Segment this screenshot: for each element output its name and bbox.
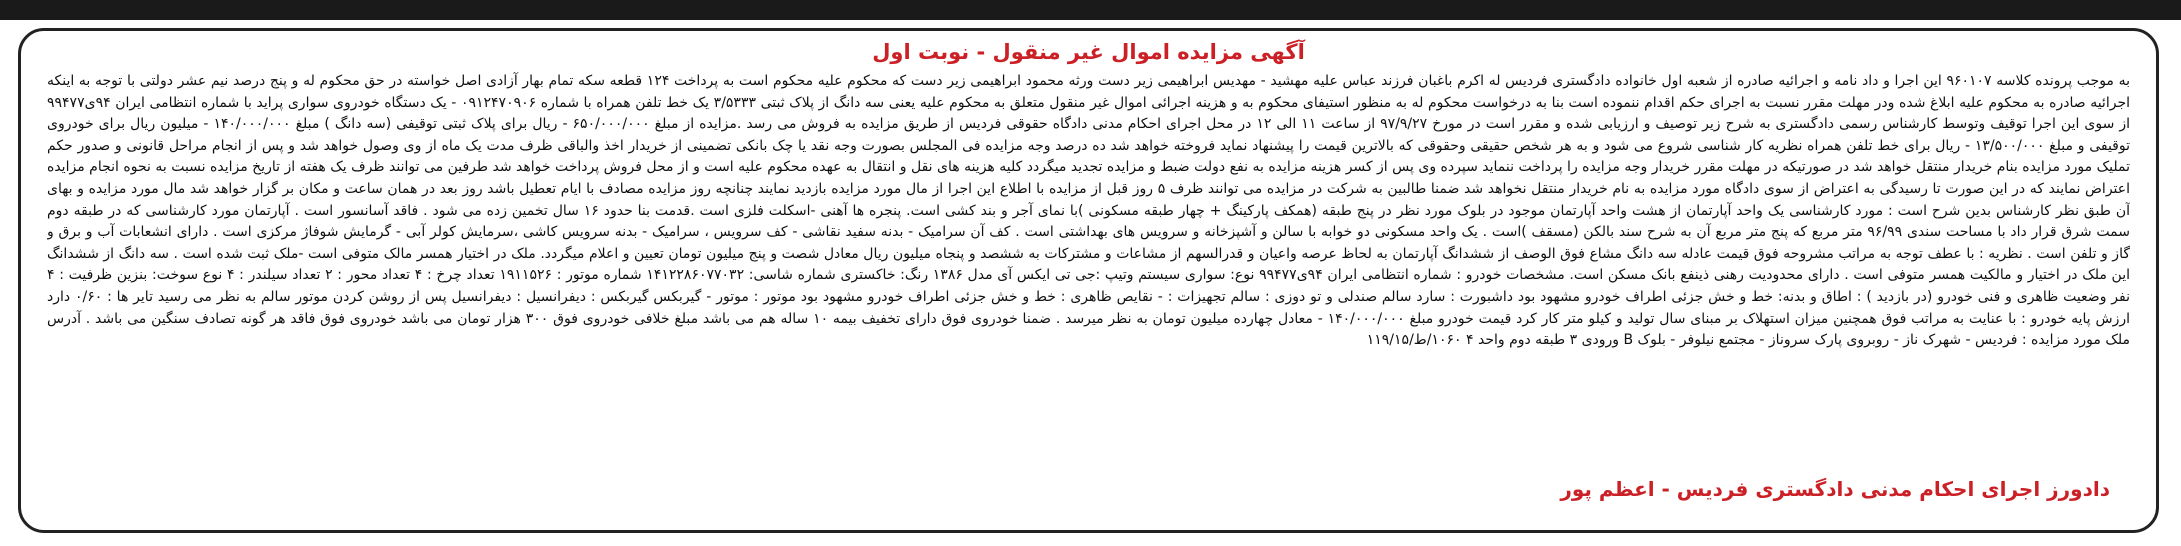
notice-title: آگهی مزایده اموال غیر منقول - نوبت اول bbox=[872, 40, 1305, 64]
notice-signature: دادورز اجرای احکام مدنی دادگستری فردیس - اعظم پور bbox=[1560, 477, 2110, 501]
auction-notice-box bbox=[18, 28, 2159, 533]
notice-body-text: به موجب پرونده کلاسه ۹۶۰۱۰۷ این اجرا و داد نامه و اجرائیه صادره از شعبه اول خانواده دادگستری فردیس له اکرم باغبان فرزند عباس علیه مهشید - مهدیس ابراهیمی زیر دست ورثه محمود ابراهیمی زیر دست که محکوم علیه محکوم است به پرداخت ۱۲۴ قطعه سکه تمام بهار آزادی اصل خواسته در حق محکوم له و پنج درصد نیم عشر دولتی با توجه به اینکه اجرائیه صادره به محکوم علیه ابلاغ شده ودر مهلت مقرر نسبت به اجرای حکم اقدام ننموده است بنا به درخواست محکوم له به منظور استیفای محکوم به و هزینه اجرائی اموال غیر منقول متعلق به محکوم علیه یعنی سه دانگ از پلاک ثبتی ۳/۵۳۳۳ یک خط تلفن همراه با شماره ۰۹۱۲۴۷۰۹۰۶ - یک دستگاه خودروی سواری پراید با شماره انتظامی ایران ۹۴ی۹۹۴۷۷ از سوی این اجرا توقیف وتوسط کارشناس رسمی دادگستری به شرح زیر توصیف و ارزیابی شده و مقرر است در مورخ ۹۷/۹/۲۷ از ساعت ۱۱ الی ۱۲ در محل اجرای احکام مدنی دادگاه حقوقی فردیس از طریق مزایده به فروش می رسد .مزایده از مبلغ ۶۵۰/۰۰۰/۰۰۰ - ریال برای پلاک ثبتی توقیفی (سه دانگ ) مبلغ ۱۴۰/۰۰۰/۰۰۰ - میلیون ریال برای خودروی توقیفی و مبلغ ۱۳/۵۰۰/۰۰۰ - ریال برای خط تلفن همراه نظریه کار شناسی شروع می شود و به هر شخص حقیقی وحقوقی که بالاترین قیمت را پیشنهاد نماید فروخته خواهد شد ده درصد وجه مزایده فی المجلس بصورت وجه نقد یا چک بانکی تضمینی از خریدار اخذ والباقی ظرف مدت یک ماه از وی وصول خواهد شد و پس از انجام مراحل قانونی و صدور حکم تملیک مورد مزایده بنام خریدار منتقل خواهد شد در صورتیکه در مهلت مقرر خریدار وجه مزایده را پرداخت ننماید سپرده وی پس از کسر هزینه مزایده به نفع دولت ضبط و مزایده تجدید میگردد کلیه هزینه های نقل و انتقال به عهده محکوم علیه است و از محل فروش پرداخت خواهد شد طرفین می توانند ظرف یک هفته از تاریخ مزایده نسبت به نحوه انجام مزایده اعتراض نمایند که در این صورت تا رسیدگی به اعتراض از سوی دادگاه مورد مزایده به نام خریدار منتقل نخواهد شد ضمنا طالبین به شرکت در مزایده می توانند ظرف ۵ روز قبل از مزایده با اطلاع این اجرا از مال مورد مزایده بازدید نمایند چنانچه روز مزایده مصادف با ایام تعطیل باشد روز بعد در همان ساعت و مکان بر گزار خواهد شد مال مورد مزایده و بهای آن طبق نظر کارشناس بدین شرح است : مورد کارشناسی یک واحد آپارتمان از هشت واحد آپارتمان موجود در بلوک مورد نظر در پنج طبقه (همکف پارکینگ + چهار طبقه مسکونی )با نمای آجر و بند کشی است. پنجره ها آهنی -اسکلت فلزی است .قدمت بنا حدود ۱۶ سال تخمین زده می شود . فاقد آسانسور است . آپارتمان مورد کارشناسی که در طبقه دوم سمت شرق قرار داد با مساحت سندی ۹۶/۹۹ متر مربع که پنج متر مربع آن به شرح سند بالکن (مسقف )است . یک واحد مسکونی دو خوابه با سالن و آشپزخانه و سرویس های بهداشتی است . کف آن سرامیک - بدنه سفید نقاشی - کف سرویس ، سرامیک - بدنه سرویس کاشی ،سرمایش کولر آبی - گرمایش شوفاژ مرکزی است . دارای انشعابات آب و برق و گاز و تلفن است . نظریه : با عطف توجه به مراتب مشروحه فوق قیمت عادله سه دانگ مشاع فوق الوصف از ششدانگ آپارتمان به لحاظ عرصه واعیان و قدرالسهم از مشاعات و مشترکات به ششصد و پنجاه میلیون ریال معادل شصت و پنج میلیون تومان تعیین و اعلام میگردد. ملک در اختیار همسر مالک متوفی است -ملک ثبت شده است . سه دانگ از ششدانگ این ملک در اختیار و مالکیت همسر متوفی است . دارای محدودیت رهنی ذینفع بانک مسکن است. مشخصات خودرو : شماره انتظامی ایران ۹۴ی۹۹۴۷۷ نوع: سواری سیستم وتیپ :جی تی ایکس آی مدل ۱۳۸۶ رنگ: خاکستری شماره شاسی: ۱۴۱۲۲۸۶۰۷۷۰۳۲ شماره موتور : ۱۹۱۱۵۲۶ تعداد چرخ : ۴ تعداد محور : ۲ تعداد سیلندر : ۴ نوع سوخت: بنزین ظرفیت : ۴ نفر وضعیت ظاهری و فنی خودرو (در بازدید ) : اطاق و بدنه: خط و خش جزئی اطراف خودرو مشهود بود داشبورت : سارد سالم صندلی و تو دوزی : سالم تجهیزات : - نقایص ظاهری : خط و خش جزئی اطراف خودرو مشهود بود موتور : موتور - گیربکس گیربکس : دیفرانسیل : دیفرانسیل پس از روشن کردن موتور سالم به نظر می رسید تایر ها : ۰/۶۰ دارد ارزش پایه خودرو : با عنایت به مراتب فوق همچنین میزان استهلاک بر مبنای سال تولید و کیلو متر کار کرد قیمت خودرو مبلغ ۱۴۰/۰۰۰/۰۰۰ - معادل چهارده میلیون تومان به نظر میرسد . ضمنا خودروی فوق دارای تخفیف بیمه ۱۰ ساله هم می باشد مبلغ خلافی خودروی فوق ۳۰۰ هزار تومان می باشد خودروی فوق فاقد هر گونه تصادف سنگین می باشد . آدرس ملک مورد مزایده : فردیس - شهرک ناز - روبروی پارک سروناز - مجتمع نیلوفر - بلوک B ورودی ۳ طبقه دوم واحد ۴ ۱۰۶۰/ط/۱۱۹/۱۵ bbox=[47, 73, 2130, 349]
page-top-bar bbox=[0, 0, 2181, 20]
